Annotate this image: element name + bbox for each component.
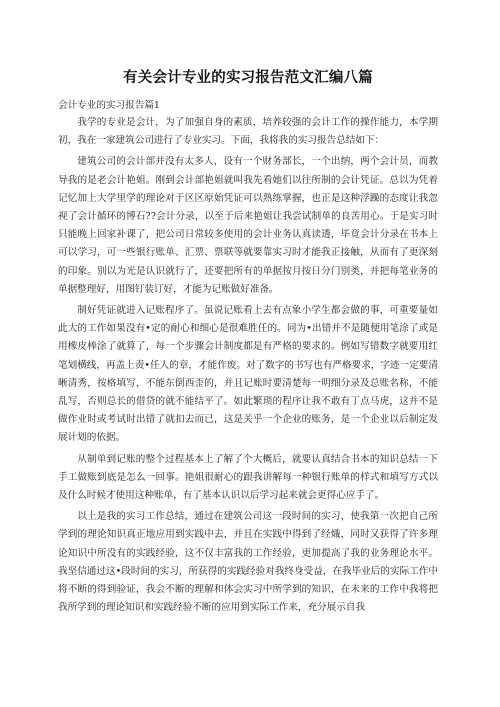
paragraph-1: 我学的专业是会计，为了加强自身的素质，培养较强的会计工作的操作能力，本学期初，我在一家建筑公司进行了专业实习。下面，我将我的实习报告总结如下：	[58, 117, 438, 147]
section-subtitle: 会计专业的实习报告篇1	[58, 100, 161, 111]
paragraph-3: 制好凭证就进入记账程序了。虽说记账看上去有点象小学生都会做的事，可重要量如此大的工作如果没有•定的耐心和细心是很难胜任的。同为•出错并不是随便用笔涂了或是用橡皮棒涂了就算了，每一个步骤会计制度都是有严格的要求的。例如写错数字就要用红笔划横线，再盖上责•任人的章，才能作废。对了数字的书写也有严格要求，字迹一定要清晰清秀，按格填写，不能东倒西歪的，并且记账时要清楚每一明细分录及总账名称，不能乱写，否则总长的借贷的就不能结平了。如此繁琐的程序让我不敢有丁点马虎，这并不是做作业时或考试时出错了就扣去而已，这是关乎一个企业的账务，是一个企业以后制定发展计划的依据。	[58, 305, 438, 444]
paragraph-4: 从制单到记账的整个过程基本上了解了个大概后，就要认真结合书本的知识总结一下手工做账到底是怎么一回事。艳姐很耐心的跟我讲解每一种银行账单的样式和填写方式以及什么时候才使用这种账单，有了基本认识以后学习起来就会更得心应手了。	[58, 453, 438, 502]
document-title: 有关会计专业的实习报告范文汇编八篇	[123, 70, 373, 86]
paragraph-5: 以上是我的实习工作总结，通过在建筑公司这一段时间的实习，使我第一次把自己所学到的理论知识真正地应用到实践中去，并且在实践中得到了经熾，同时又获得了许多理论知识中所没有的实践经验，这不仅丰富我的工作经验，更加提高了我的业务理论水平。我坚信通过这•段时间的实习，所获得的实践经验对我终身受益，在我毕业后的实际工作中将不断的得到验证，我会不断的理解和体会实习中所学到的知识，在未来的工作中我将把我所学到的理论知识和实践经验不断的应用到实际工作来，充分展示自我	[58, 511, 438, 614]
paragraph-2: 建筑公司的会计部并没有太多人，设有一个财务部长，一个出纳，两个会计员，而教导我的是老会计艳姐。刚到会计部艳姐就叫我先看她们以往所制的会计凭证。总以为凭着记忆加上大学里学的理论对于区区原始凭证可以熟练掌握，也正是这种浮躁的态度让我忽视了会计循环的博石??会计分录，以至于后来艳姐让我尝试制单的良苦用心。于是实习时只能晚上回家补课了，把公司日常较多使用的会计业务认真读透，毕竟会计分录在书本上可以学习，可一些银行账单、汇票、票联等就要靠实习时才能我正接触，从而有了更深刻的印象。别以为光是认识就行了，还要把所有的单据按月按日分门别类，并把每笔业务的单据整理好，用图钉装订好，才能为记账做好准备。	[58, 156, 438, 295]
